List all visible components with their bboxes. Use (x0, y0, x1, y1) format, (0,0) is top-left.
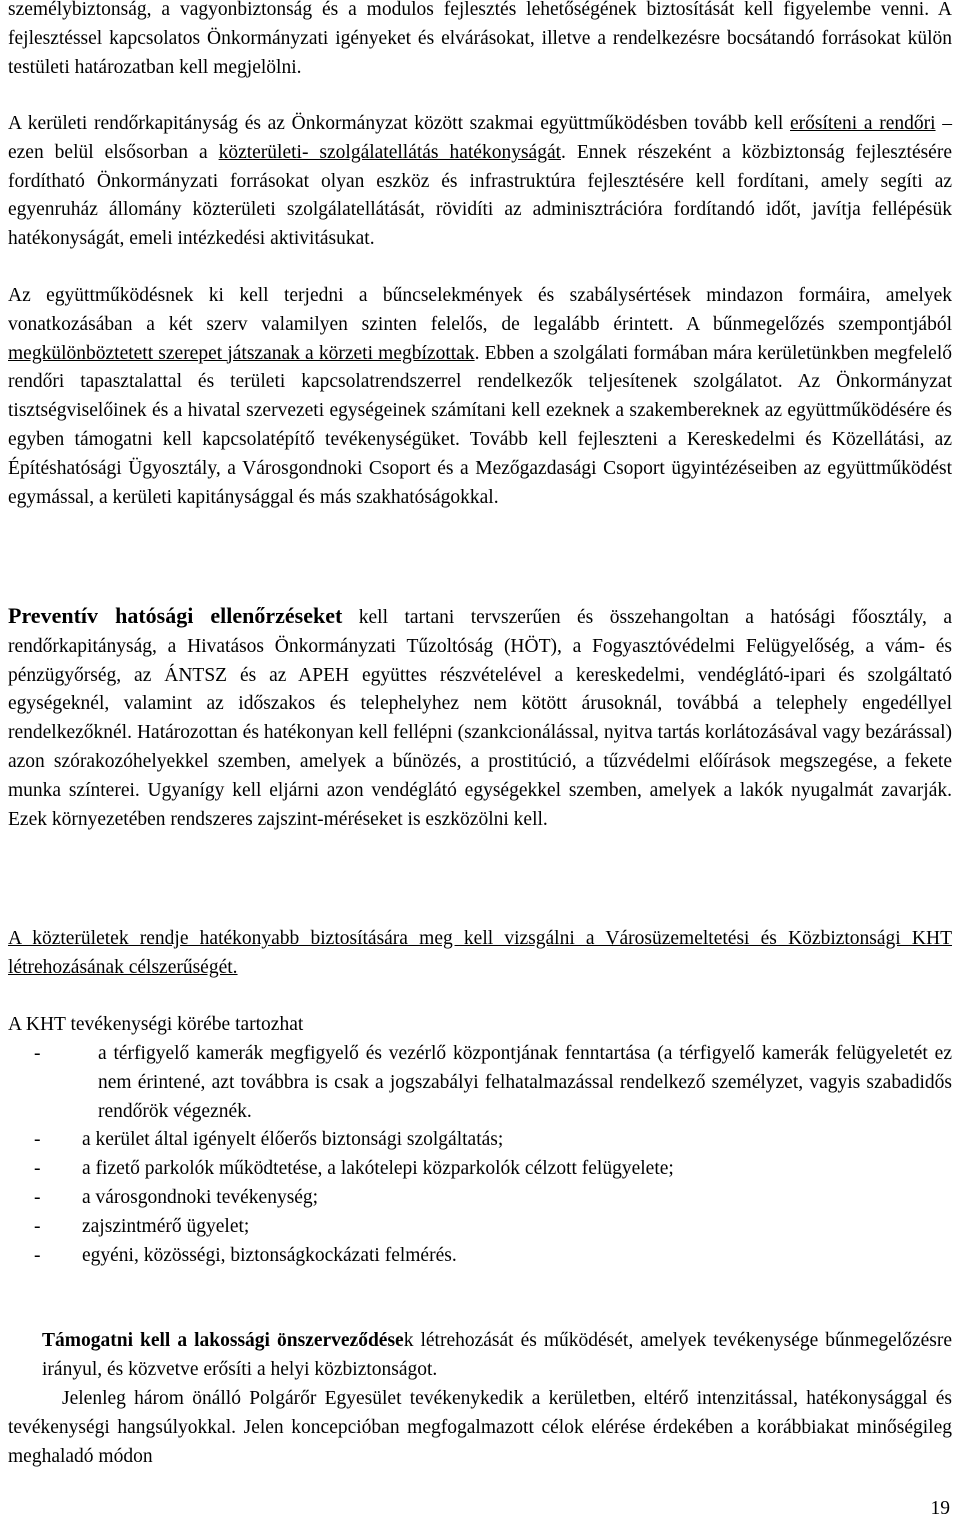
list-item (8, 1126, 952, 1155)
p4-text: kell tartani tervszerűen és összehangoltan a hatósági főosztály, a rendőrkapitányság, a Hivatásos Önkormányzati Tűzoltóság (HÖT), a Fogyasztóvédelmi Felügyelőség, a vám- és pénzügyőrség, az ÁNTSZ és az APEH együttes részvételével a kereskedelmi, vendéglátó-ipari és szolgáltató egységeknél, valamint az időszakos és telephelyhez nem kötött árusoknál, továbbá a telephely engedéllyel rendelkezőknél. Határozottan és hatékonyan kell fellépni (szankcionálással, nyitva tartás korlátozásával vagy bezárással) azon szórakozóhelyekkel szemben, amelyek a bűnözés, a prostitúció, a tűzvédelmi előírások megszegése, a fekete munka színterei. Ugyanígy kell eljárni azon vendéglátó egységekkel szemben, amelyek a lakók nyugalmát zavarják. Ezek környezetében rendszeres zajszint-méréseket is eszközölni kell. (8, 607, 952, 830)
list-item (8, 1184, 952, 1213)
page-number: 19 (930, 1498, 950, 1519)
activity-list (8, 1040, 952, 1270)
dash-bullet: - (34, 1244, 41, 1266)
list-item (8, 1040, 952, 1126)
paragraph-7 (8, 1327, 952, 1385)
list-item-text: egyéni, közösségi, biztonságkockázati felmérés. (82, 1244, 457, 1266)
list-item (8, 1155, 952, 1184)
paragraph-3 (8, 282, 952, 512)
p3-text-2: . Ebben a szolgálati formában mára kerületünkben megfelelő rendőri tapasztalattal és területi kapcsolatrendszerrel rendelkezők teljesítenek szolgálatot. Az Önkormányzat tisztségviselőinek és a hivatal szervezeti egységeinek számítani kell ezeknek a szakembereknek az együttműködésére és egyben támogatni kell kapcsolatépítő tevékenységüket. Tovább kell fejleszteni a Kereskedelmi és Közellátási, az Építéshatósági Ügyosztály, a Városgondnoki Csoport és a Mezőgazdasági Csoport ügyintézéseiben az együttműködést egymással, a kerületi kapitánysággal és más szakhatóságokkal. (8, 342, 952, 508)
p2-text-1: A kerületi rendőrkapitányság és az Önkormányzat között szakmai együttműködésben tovább kell (8, 113, 791, 134)
dash-bullet: - (34, 1215, 41, 1237)
paragraph-8: Jelenleg három önálló Polgárőr Egyesület tevékenykedik a kerületben, eltérő intenzitással, hatékonysággal és tevékenységi hangsúlyokkal. Jelen koncepcióban megfogalmazott célok elérése érdekében a korábbiakat minőségileg meghaladó módon (8, 1388, 952, 1467)
p7-text: k létrehozását és működését, amelyek tevékenysége bűnmegelőzésre irányul, és közvetve erősíti a helyi közbiztonságot. (42, 1330, 952, 1380)
list-item (8, 1213, 952, 1242)
p3-underline-1: megkülönböztetett szerepet játszanak a körzeti megbízottak (8, 342, 475, 364)
list-item (8, 1242, 952, 1271)
list-item-text: a térfigyelő kamerák megfigyelő és vezérlő központjának fenntartása (a térfigyelő kamerák felügyeletét ez nem érintené, azt továbbra is csak a jogszabályi felhatalmazással rendelkező személyzet, vagyis szabadidős rendőrök végeznék. (98, 1043, 952, 1122)
paragraph-4 (8, 602, 952, 834)
list-item-text: a fizető parkolók működtetése, a lakótelepi közparkolók célzott felügyelete; (82, 1158, 674, 1180)
dash-bullet: - (34, 1186, 41, 1208)
p4-bold-heading: Preventív hatósági ellenőrzéseket (8, 603, 343, 628)
list-item-text: a városgondnoki tevékenység; (82, 1186, 319, 1208)
dash-bullet: - (34, 1158, 41, 1180)
paragraph-1: személybiztonság, a vagyonbiztonság és a modulos fejlesztés lehetőségének biztosítását kell figyelembe venni. A fejlesztéssel kapcsolatos Önkormányzati igényeket és elvárásokat, illetve a rendelkezésre bocsátandó forrásokat külön testületi határozatban kell megjelölni. (8, 0, 952, 78)
paragraph-2 (8, 110, 952, 254)
list-item-text: a kerület által igényelt élőerős biztonsági szolgáltatás; (82, 1129, 504, 1151)
paragraph-6: A KHT tevékenységi körébe tartozhat (8, 1014, 304, 1035)
p2-underline-1: erősíteni a rendőri (790, 113, 936, 134)
list-item-text: zajszintmérő ügyelet; (82, 1215, 250, 1237)
paragraph-5-underlined: A közterületek rendje hatékonyabb biztosítására meg kell vizsgálni a Városüzemeltetési és Közbiztonsági KHT létrehozásának célszerűségét. (8, 928, 952, 978)
p2-underline-2: közterületi- szolgálatellátás hatékonyságát (218, 141, 562, 163)
p2-text-2: –ezen belül elsősorban a (8, 113, 952, 163)
p7-bold: Támogatni kell a lakossági önszerveződése (42, 1330, 404, 1351)
dash-bullet: - (34, 1043, 41, 1064)
p3-text-1: Az együttműködésnek ki kell terjedni a bűncselekmények és szabálysértések mindazon formáira, amelyek vonatkozásában a két szerv valamilyen szinten felelős, de legalább érintett. A bűnmegelőzés szempontjából (8, 285, 952, 335)
p2-text-3: . Ennek részeként a közbiztonság fejlesztésére fordítható Önkormányzati forrásokat olyan eszköz és infrastruktúra fejlesztésére kell fordítani, amely segíti az egyenruház állomány közterületi szolgálatellátását, rövidíti az adminisztrációra fordítandó időt, javítja fellépésük hatékonyságát, emeli intézkedési aktivitásukat. (8, 141, 952, 250)
dash-bullet: - (34, 1129, 41, 1151)
